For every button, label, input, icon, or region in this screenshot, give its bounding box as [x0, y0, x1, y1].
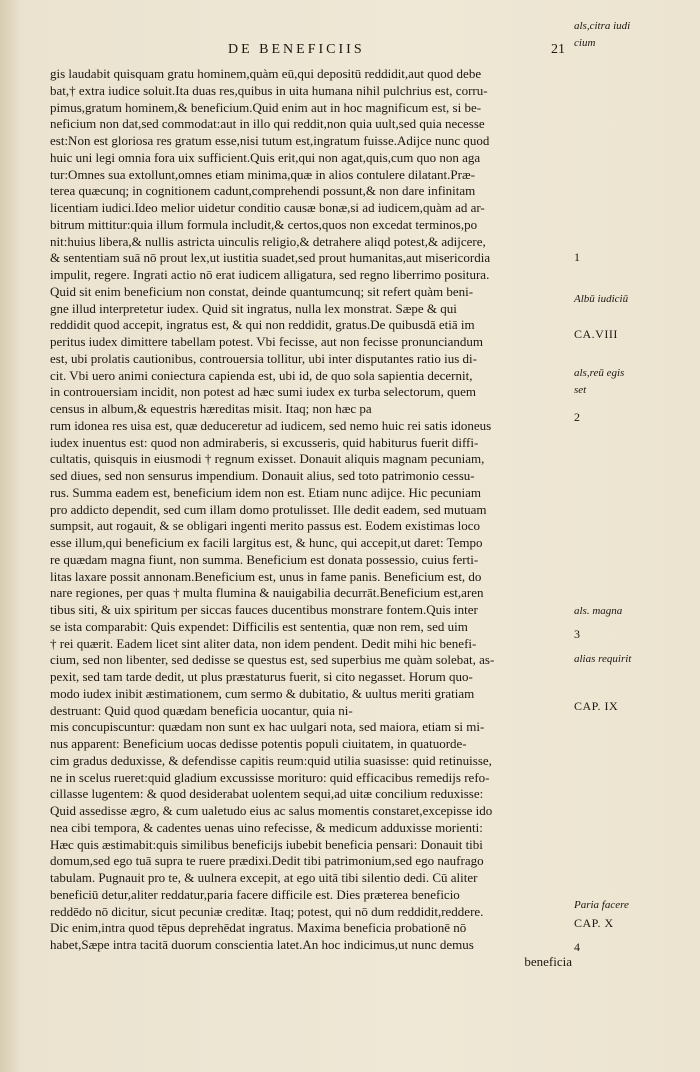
text-line: Quid assedisse ægro, & cum ualetudo eius ac salus momentis constaret,excepisse ido: [50, 803, 493, 818]
text-line: destruant: Quid quod quædam beneficia uocantur, quia ni-: [50, 702, 353, 718]
text-line: litas laxare possit annonam.Beneficium est, unus in fame panis. Beneficium est, do: [50, 568, 482, 584]
margin-note: Paria facere: [574, 899, 629, 911]
text-line: cillasse lugentem: & quod desiderabat uolentem sequi,ad uitæ concilium reduxisse:: [50, 786, 484, 802]
text-line: † rei quærit. Eadem licet sint aliter data, non idem pendent. Dedit mihi hic benefi-: [50, 635, 477, 651]
catchword: beneficia: [524, 953, 572, 969]
text-line: ne in scelus rueret:quid gladium excussisse morituro: quid efficacibus remedijs refo-: [50, 769, 490, 785]
chapter-marker: CAP. IX: [574, 699, 619, 713]
text-line: beneficiū detur,aliter reddatur,paria facere difficile est. Dies præterea beneficio: [50, 886, 460, 902]
chapter-marker: CA.VIII: [574, 327, 618, 341]
main-text-column: [50, 66, 572, 971]
text-line: gis laudabit quisquam gratu hominem,quàm eū,qui depositū reddidit,aut quod debe: [50, 66, 482, 81]
margin-number: 4: [574, 940, 580, 954]
margin-number: 2: [574, 410, 580, 424]
text-line: sed diues, sed non sensurus impendium. Donauit alius, sed toto patrimonio cessu-: [50, 468, 475, 483]
text-line: iudex inuentus est: quod non admiraberis, si excusseris, quid habiturus fuerit diffi-: [50, 434, 479, 450]
text-line: se ista comparabit: Quis expendet: Difficilis est sententia, quæ non rem, sed uim: [50, 618, 468, 634]
text-line: bitrum mittitur:quia illum formula includit,& certos,quos non excedat terminos,po: [50, 216, 478, 232]
text-line: Quid sit enim beneficium non constat, deinde quantumcunq; sit refert quàm beni-: [50, 283, 474, 299]
text-line: census in album,& equestris hæreditas misit. Itaq; non hæc pa: [50, 401, 372, 416]
text-line: est, ubi prolatis cautionibus, controuersia tollitur, ubi inter disputantes ratio ius di-: [50, 350, 477, 366]
text-line: gne illud interpretetur iudex. Quid sit ingratus, nulla lex monstrat. Sæpe & qui: [50, 300, 457, 316]
margin-note: als,citra iudi: [574, 20, 631, 32]
text-line: huic uni legi omnia fora uix sufficient.Quis erit,qui non agat,quis,cum quo non aga: [50, 149, 481, 165]
text-line: terea quæcunq; in cognitionem cadunt,comprehendi possunt,& non dare infinitam: [50, 183, 476, 199]
text-line: nare regiones, per quas † multa flumina & nauigabilia decurrāt.Beneficium est,aren: [50, 585, 484, 601]
page-number: 21: [551, 42, 565, 57]
margin-number: 1: [574, 250, 580, 264]
text-line: re quædam magna fiunt, non summa. Beneficium est donata possessio, cuius ferti-: [50, 551, 479, 567]
running-head: DE BENEFICIIS: [228, 42, 365, 57]
chapter-marker: CAP. X: [574, 916, 614, 930]
text-line: reddēdo nō dicitur, sicut pecuniæ creditæ. Itaq; potest, qui nō dum reddidit,reddere.: [50, 903, 484, 919]
text-line: pexit, sed tam tarde dedit, ut plus præstaturus fuerit, si cito negasset. Horum quo-: [50, 669, 473, 684]
text-line: est:Non est gloriosa res gratum esse,nisi tutum est,ingratum fuisse.Adijce nunc quod: [50, 133, 490, 148]
text-line: licentiam iudici.Ideo melior uidetur conditio causæ bonæ,si ad iudicem,quàm ad ar-: [50, 200, 485, 215]
text-line: habet,Sæpe intra tacitā duorum conscientia latet.An hoc indicimus,ut nunc demus: [50, 937, 474, 952]
text-line: nit:huius libera,& nullis astricta uinculis religio,& detrahere aliqd potest,& adijcere,: [50, 233, 486, 249]
text-line: tibus siti, & uix spiritum per siccas fauces ducentibus monstrare fontem.Quis inter: [50, 602, 478, 617]
text-line: reddidit quod accepit, ingratus est, & qui non reddidit, gratus.De quibusdā etiā im: [50, 317, 475, 333]
text-line: peritus iudex dimittere tabellam potest. Vbi fecisse, aut non fecisse pronunciandum: [50, 334, 483, 349]
margin-number: 3: [574, 627, 580, 641]
text-line: neficium non dat,sed commodat:aut in illo qui reddit,non quia uult,sed quia necesse: [50, 116, 485, 132]
text-line: pro addicto dependit, sed cum illam domo protulisset. Ille dedit eadem, sed mutuam: [50, 501, 487, 517]
text-line: tabulam. Pugnauit pro te, & uulnera excepit, at ego uitā tibi silentio dedi. Cū aliter: [50, 870, 478, 885]
margin-note: cium: [574, 37, 596, 49]
text-line: modo iudex inibit æstimationem, cum sermo & dubitatio, & uultus meriti gratiam: [50, 685, 475, 701]
margin-note: Albū iudiciū: [574, 293, 629, 305]
text-line: tur:Omnes sua extollunt,omnes etiam minima,quæ in alios contulere dilatant.Præ-: [50, 166, 475, 182]
text-line: cium, sed non libenter, sed dedisse se questus est, sed superbius me quàm solebat, as-: [50, 652, 495, 668]
text-line: cim gradus deduxisse, & defendisse capitis reum:quid utilia suasisse: quid retinuisse,: [50, 752, 492, 768]
text-line: cultatis, quisquis in eiusmodi † regnum exisset. Donauit aliquis magnam pecuniam,: [50, 451, 485, 467]
text-line: Hæc quis æstimabit:quis similibus beneficijs iubebit beneficia pensari: Donauit tibi: [50, 836, 483, 852]
text-line: nus apparent: Beneficium uocas dedisse potentis populi ciuitatem, in quatuorde-: [50, 736, 467, 751]
text-line: impulit, regere. Ingrati actio nō erat iudicem alligatura, sed regno liberrimo positura.: [50, 267, 490, 282]
text-line: nea cibi tempora, & cadentes uenas uino refecisse, & medicum adduxisse morienti:: [50, 819, 483, 835]
text-line: sumpsit, aut rogauit, & se obligari ingenti merito passus est. Eodem existimas loco: [50, 518, 481, 534]
text-line: pimus,gratum hominem,& beneficium.Quid enim aut in hoc magnificum est, si be-: [50, 99, 482, 115]
text-line: Dic enim,intra quod tēpus deprehēdat ingratus. Maxima beneficia probationē nō: [50, 920, 467, 936]
text-line: rum idonea res uisa est, quæ deduceretur ad iudicem, sed nemo huic rei satis idoneus: [50, 417, 492, 433]
text-line: cit. Vbi uero animi coniectura capienda est, ubi id, de quo sola sapientia decernit,: [50, 367, 473, 383]
margin-note: alias requirit: [574, 653, 632, 665]
text-line: rus. Summa eadem est, beneficium idem non est. Etiam nunc adijce. Hic pecuniam: [50, 484, 482, 500]
margin-note: als. magna: [574, 605, 623, 617]
text-line: & sententiam suā nō prout lex,ut iustitia suadet,sed prout humanitas,aut misericordia: [50, 250, 491, 266]
margin-note: als,reū egis: [574, 367, 625, 379]
text-line: mis concupiscuntur: quædam non sunt ex hac uulgari nota, sed maiora, etiam si mi-: [50, 719, 485, 735]
text-line: domum,sed ego tuā supra te ruere prædixi.Dedit tibi patrimonium,sed ego naufrago: [50, 853, 484, 869]
text-line: in controuersiam incidit, non potest ad hæc sumi iudex ex turba selectorum, quem: [50, 384, 477, 400]
text-line: bat,† extra iudice soluit.Ita duas res,quibus in uita humana nihil pulchrius est, corru-: [50, 82, 488, 98]
margin-note: set: [574, 384, 587, 396]
text-line: esse illum,qui beneficium ex facili largitus est, & hunc, qui accepit,ut daret: Tempo: [50, 535, 483, 550]
